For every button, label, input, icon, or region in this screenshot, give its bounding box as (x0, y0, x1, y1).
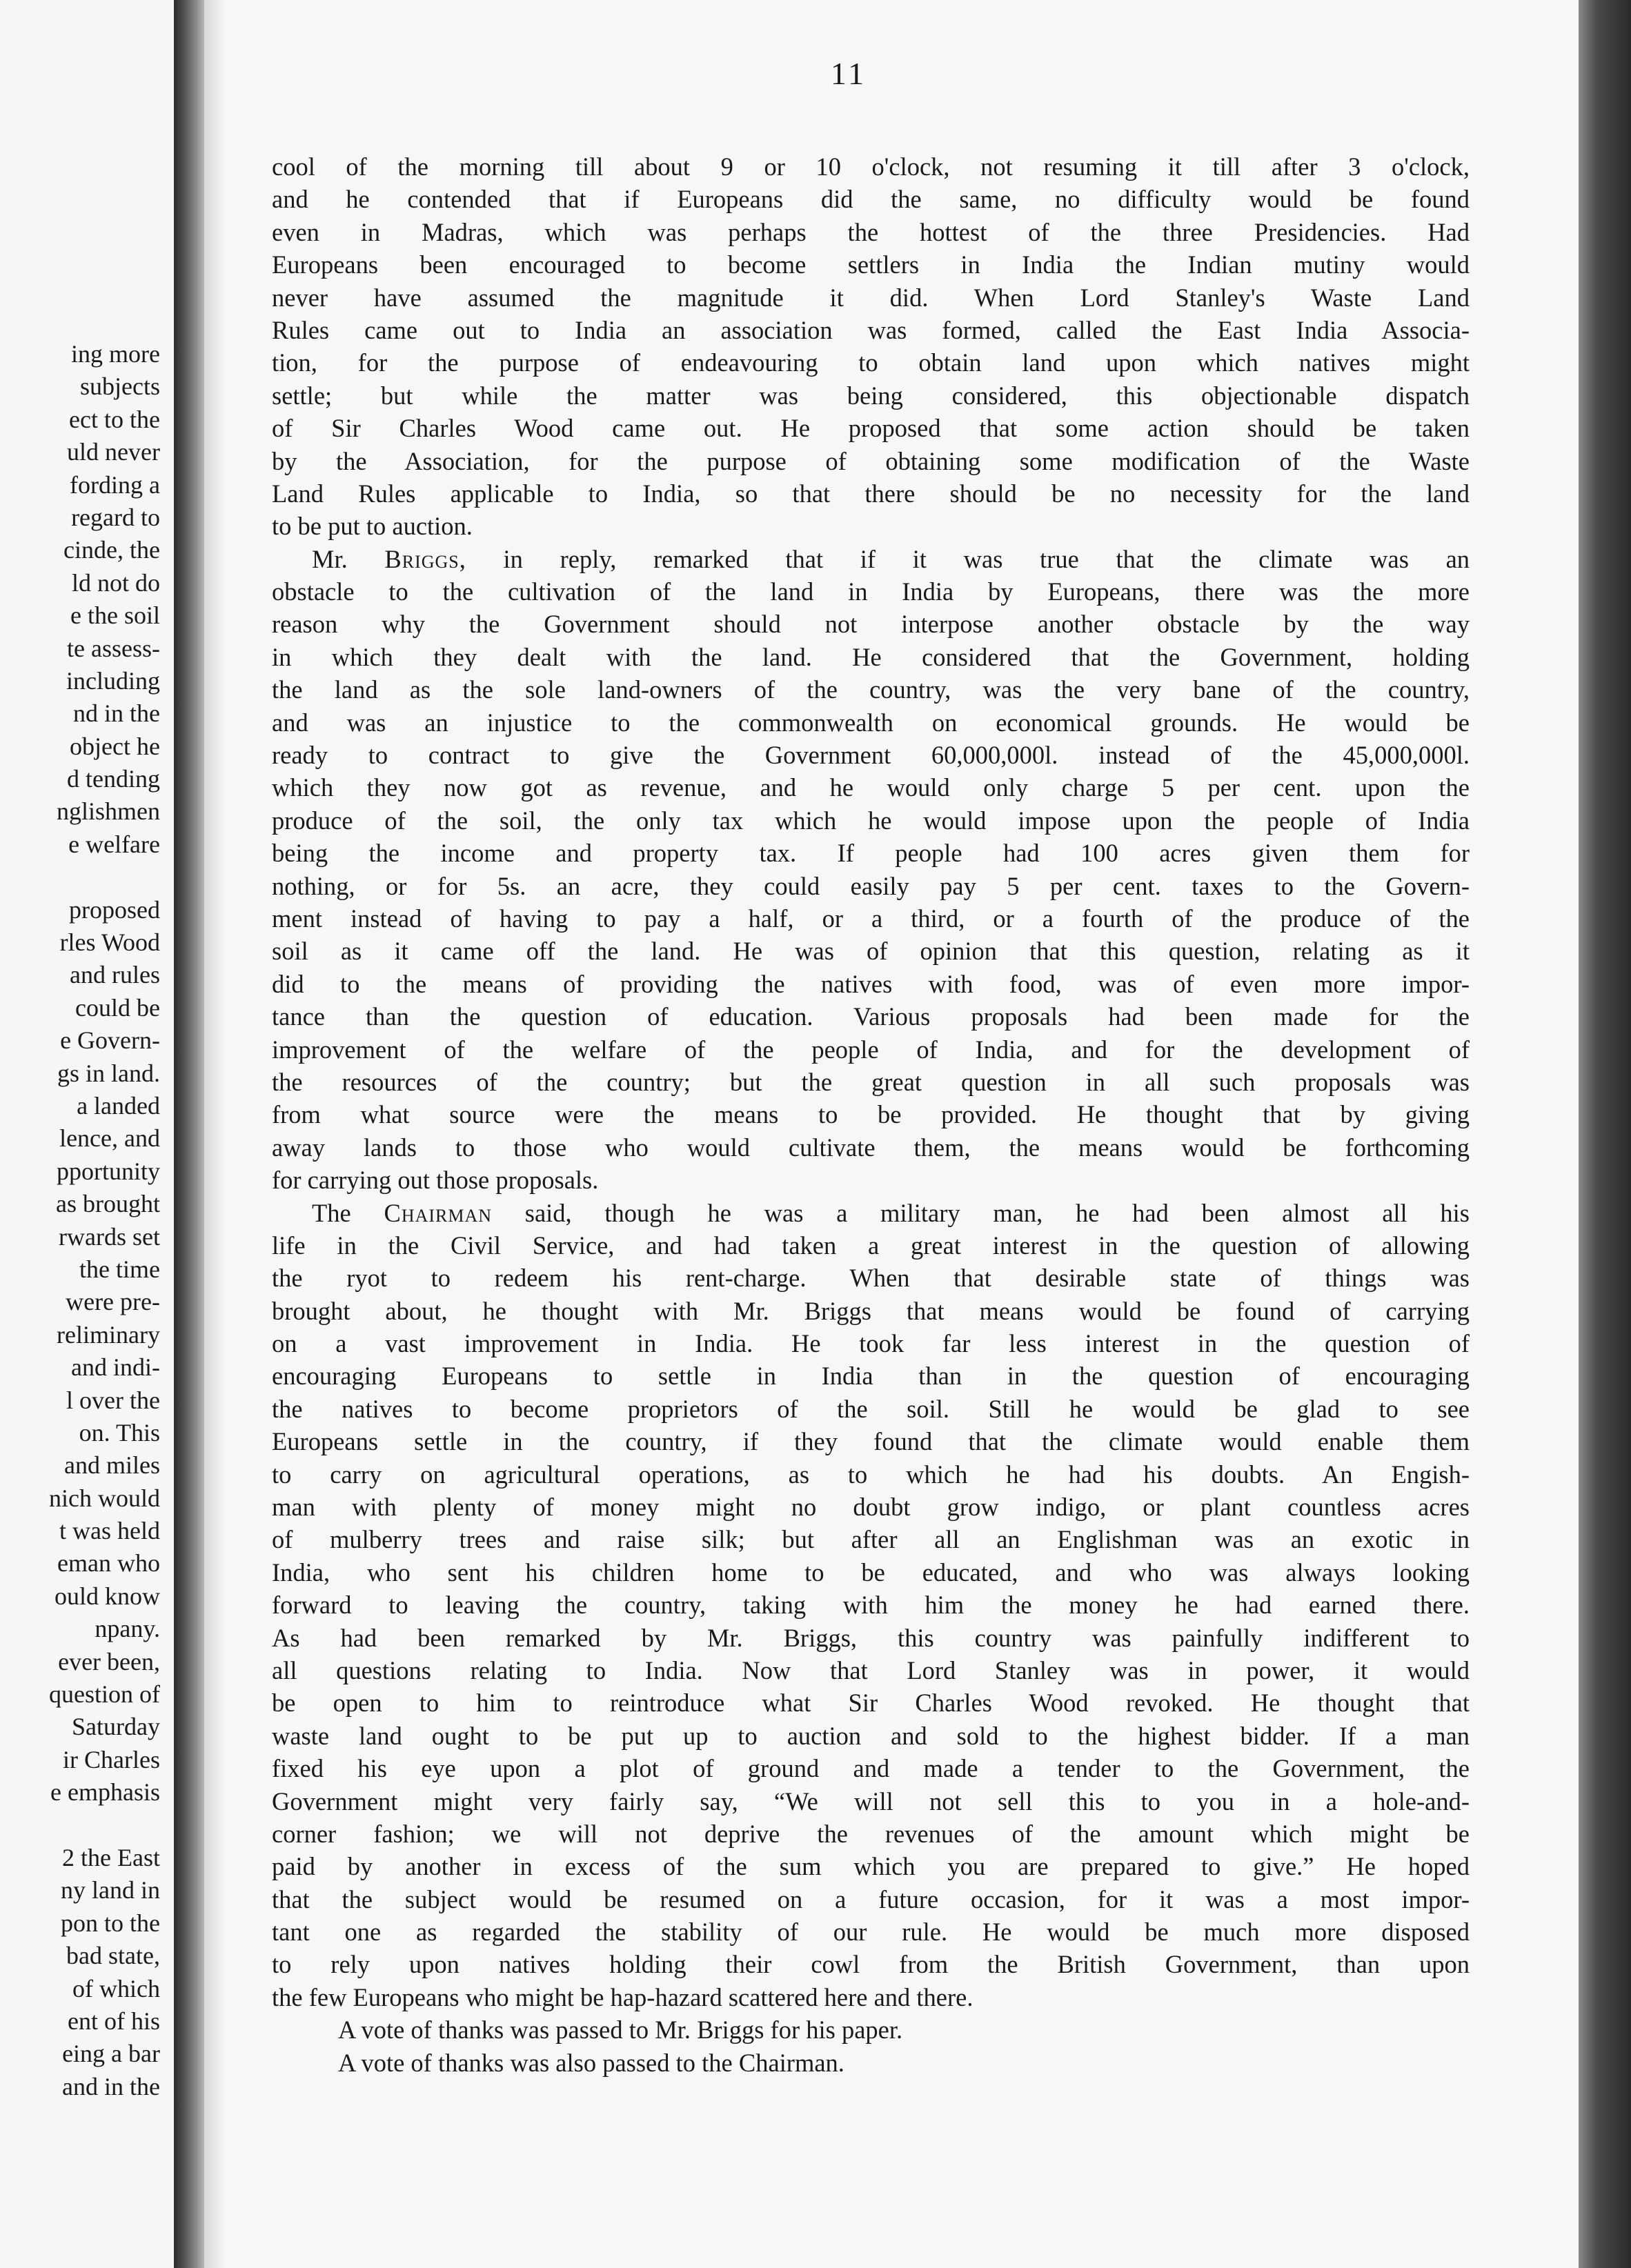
text-line: Europeans been encouraged to become settlers in India the Indian mutiny would (272, 250, 1470, 279)
left-page-line: and rules (70, 961, 160, 989)
closing-resolutions (272, 2013, 1470, 2079)
text-line: A vote of thanks was also passed to the Chairman. (338, 2048, 844, 2077)
text-line: Land Rules applicable to India, so that there should be no necessity for the land (272, 479, 1470, 508)
text-line: in which they dealt with the land. He considered that the Government, holding (272, 642, 1470, 671)
left-page-line: could be (75, 993, 160, 1022)
line-text: in reply, remarked that if it was true that the climate was an (503, 544, 1470, 573)
left-page-line: gs in land. (57, 1059, 160, 1087)
text-line: produce of the soil, the only tax which he would impose upon the people of India (272, 806, 1470, 835)
left-page-line: rles Wood (59, 928, 160, 957)
text-line: A vote of thanks was passed to Mr. Briggs for his paper. (338, 2016, 903, 2045)
left-page-line: e emphasis (50, 1778, 160, 1807)
left-page-line: proposed (69, 895, 160, 924)
left-page-line: pon to the (61, 1909, 160, 1937)
left-page-line: nich would (49, 1484, 160, 1512)
left-page-line: bad state, (66, 1942, 160, 1970)
text-line: ready to contract to give the Government 60,000,000l. instead of the 45,000,000l. (272, 741, 1470, 770)
text-line: from what source were the means to be provided. He thought that by giving (272, 1100, 1470, 1129)
text-line: the ryot to redeem his rent-charge. When that desirable state of things was (272, 1264, 1470, 1293)
text-line: never have assumed the magnitude it did. When Lord Stanley's Waste Land (272, 283, 1470, 312)
text-line: even in Madras, which was perhaps the hottest of the three Presidencies. Had (272, 217, 1470, 246)
paragraph-first-line (272, 1197, 1470, 1229)
left-page-line: ect to the (69, 405, 160, 433)
paragraph-chairman (272, 1197, 1470, 2014)
left-page-line: the time (79, 1255, 160, 1283)
left-page-line: Saturday (72, 1713, 160, 1741)
left-page-line: ny land in (61, 1876, 160, 1904)
text-line: the few Europeans who might be hap-hazard scattered here and there. (272, 1982, 973, 2011)
text-line: to be put to auction. (272, 512, 473, 541)
left-page-line: pportunity (57, 1157, 160, 1185)
left-page-line: l over the (66, 1386, 160, 1414)
text-line: for carrying out those proposals. (272, 1166, 599, 1195)
text-line: on a vast improvement in India. He took far less interest in the question of (272, 1329, 1470, 1358)
left-page-text-fragments (0, 338, 160, 2103)
text-line: tance than the question of education. Various proposals had been made for the (272, 1002, 1470, 1031)
text-line: to carry on agricultural operations, as to which he had his doubts. An Engish- (272, 1460, 1470, 1489)
left-page-line: reliminary (57, 1320, 160, 1349)
speaker-name: Briggs, (384, 544, 466, 573)
left-page-line: ever been, (58, 1647, 160, 1675)
text-line: waste land ought to be put up to auction and sold to the highest bidder. If a man (272, 1721, 1470, 1750)
left-page-line: object he (70, 732, 160, 760)
left-page-line: ir Charles (63, 1745, 160, 1773)
text-line: be open to him to reintroduce what Sir Charles Wood revoked. He thought that (272, 1689, 1470, 1718)
text-line: forward to leaving the country, taking with him the money he had earned there. (272, 1591, 1470, 1620)
left-page-line: nglishmen (57, 797, 160, 826)
left-page-line: on. This (79, 1418, 160, 1446)
text-line: of mulberry trees and raise silk; but after all an Englishman was an exotic in (272, 1525, 1470, 1554)
page-body-text (272, 150, 1470, 2079)
left-page-line: as brought (56, 1190, 160, 1218)
text-line: and he contended that if Europeans did the same, no difficulty would be found (272, 185, 1470, 214)
text-line: soil as it came off the land. He was of opinion that this question, relating as it (272, 937, 1470, 966)
left-page-line: regard to (71, 503, 160, 531)
left-page-line: uld never (67, 438, 160, 466)
left-page-line: question of (49, 1680, 160, 1709)
paragraph-first-line (272, 543, 1470, 575)
page-number: 11 (830, 56, 867, 91)
text-line: all questions relating to India. Now that Lord Stanley was in power, it would (272, 1655, 1470, 1684)
left-page-line: subjects (80, 372, 160, 401)
honorific: Mr. (312, 544, 348, 573)
text-line: life in the Civil Service, and had taken a great interest in the question of allowing (272, 1231, 1470, 1260)
text-line: did to the means of providing the natives with food, was of even more impor- (272, 969, 1470, 998)
left-page-line: cinde, the (63, 536, 160, 564)
text-line: which they now got as revenue, and he would only charge 5 per cent. upon the (272, 773, 1470, 802)
left-page-line: d tending (67, 765, 160, 793)
text-line: India, who sent his children home to be educated, and who was always looking (272, 1558, 1470, 1586)
text-line: away lands to those who would cultivate them, the means would be forthcoming (272, 1133, 1470, 1162)
text-line: the land as the sole land-owners of the country, was the very bane of the country, (272, 675, 1470, 704)
text-line: paid by another in excess of the sum which you are prepared to give.” He hoped (272, 1852, 1470, 1881)
text-line: being the income and property tax. If people had 100 acres given them for (272, 839, 1470, 868)
text-line: nothing, or for 5s. an acre, they could easily pay 5 per cent. taxes to the Govern- (272, 871, 1470, 900)
text-line: to rely upon natives holding their cowl from the British Government, than upon (272, 1950, 1470, 1979)
left-page-line: a landed (77, 1091, 160, 1120)
text-line: cool of the morning till about 9 or 10 o'clock, not resuming it till after 3 o'clock, (272, 152, 1470, 181)
left-page-line: fording a (70, 470, 160, 499)
text-line: tant one as regarded the stability of our rule. He would be much more disposed (272, 1918, 1470, 1947)
line-text: said, though he was a military man, he had been almost all his (524, 1198, 1470, 1227)
text-line: Rules came out to India an association was formed, called the East India Associa- (272, 315, 1470, 344)
left-page-line: ould know (55, 1582, 160, 1610)
left-page-line: rwards set (59, 1222, 160, 1251)
text-line: of Sir Charles Wood came out. He proposed that some action should be taken (272, 414, 1470, 443)
text-line: by the Association, for the purpose of obtaining some modification of the Waste (272, 446, 1470, 475)
left-page-line: npany. (95, 1615, 160, 1643)
gutter-shadow (204, 0, 225, 2268)
left-page-line: ent of his (68, 2007, 160, 2035)
text-line: that the subject would be resumed on a future occasion, for it was a most impor- (272, 1884, 1470, 1913)
text-line: brought about, he thought with Mr. Briggs that means would be found of carrying (272, 1296, 1470, 1325)
article: The (312, 1198, 351, 1227)
left-page-line: t was held (59, 1517, 160, 1545)
text-line: tion, for the purpose of endeavouring to obtain land upon which natives might (272, 348, 1470, 377)
left-page-line: 2 the East (62, 1843, 160, 1871)
text-line: reason why the Government should not interpose another obstacle by the way (272, 610, 1470, 639)
left-page-line: e Govern- (60, 1026, 160, 1055)
text-line: corner fashion; we will not deprive the revenues of the amount which might be (272, 1819, 1470, 1848)
text-line: improvement of the welfare of the people of India, and for the development of (272, 1035, 1470, 1064)
left-page-line: e welfare (68, 830, 160, 858)
text-line: encouraging Europeans to settle in India than in the question of encouraging (272, 1362, 1470, 1391)
left-page-line: of which (72, 1974, 160, 2002)
left-page-line: ing more (71, 340, 160, 368)
text-line: obstacle to the cultivation of the land in India by Europeans, there was the more (272, 577, 1470, 606)
text-line: and was an injustice to the commonwealth on economical grounds. He would be (272, 708, 1470, 737)
left-page-line: and miles (64, 1451, 160, 1480)
text-line: the natives to become proprietors of the soil. Still he would be glad to see (272, 1394, 1470, 1423)
left-page-line: eing a bar (62, 2040, 160, 2068)
left-page-line: including (66, 666, 160, 695)
left-page-line: e the soil (70, 601, 160, 630)
left-page-line: and in the (62, 2072, 160, 2100)
left-page-line (0, 861, 160, 893)
left-page-line: were pre- (66, 1288, 160, 1316)
text-line: man with plenty of money might no doubt grow indigo, or plant countless acres (272, 1493, 1470, 1522)
left-page-line: and indi- (71, 1353, 160, 1382)
page-edge-shadow (1579, 0, 1631, 2268)
left-page-line: lence, and (59, 1124, 160, 1153)
text-line: Government might very fairly say, “We will not sell this to you in a hole-and- (272, 1787, 1470, 1816)
left-page-line (0, 1809, 160, 1842)
text-line: fixed his eye upon a plot of ground and made a tender to the Government, the (272, 1754, 1470, 1783)
left-facing-page (0, 0, 174, 2268)
text-line: ment instead of having to pay a half, or a third, or a fourth of the produce of the (272, 904, 1470, 933)
text-line: the resources of the country; but the great question in all such proposals was (272, 1067, 1470, 1096)
left-page-line: eman who (57, 1549, 160, 1578)
book-spine (174, 0, 204, 2268)
paragraph-briggs-reply (272, 543, 1470, 1197)
left-page-line: nd in the (73, 699, 160, 728)
text-line: As had been remarked by Mr. Briggs, this country was painfully indifferent to (272, 1623, 1470, 1652)
text-line: Europeans settle in the country, if they found that the climate would enable them (272, 1427, 1470, 1456)
speaker-name: Chairman (384, 1198, 493, 1227)
left-page-line: te assess- (67, 634, 160, 662)
paragraph-continued (272, 150, 1470, 543)
left-page-line: ld not do (71, 568, 160, 597)
text-line: settle; but while the matter was being considered, this objectionable dispatch (272, 381, 1470, 410)
